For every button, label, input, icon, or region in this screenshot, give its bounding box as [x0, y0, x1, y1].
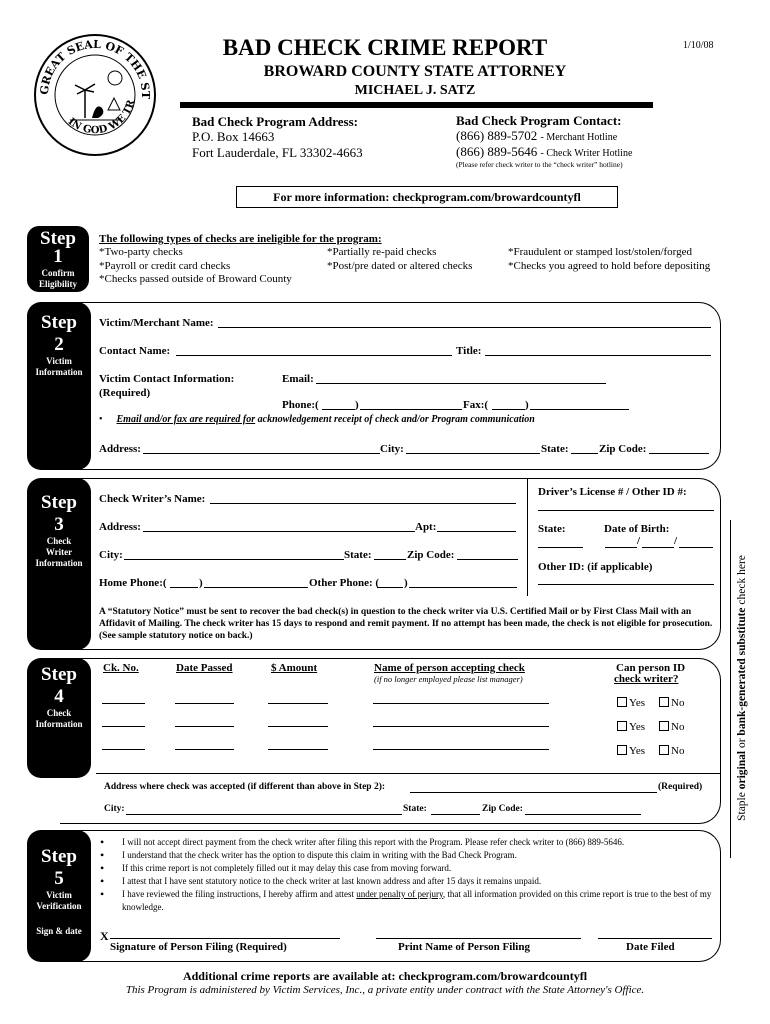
ineligible-item: *Payroll or credit card checks — [99, 259, 231, 272]
perjury-text: under penalty of perjury — [356, 889, 443, 899]
victim-city-input[interactable] — [406, 453, 540, 454]
attestation-text: , that all information provided on this crime report is true to the best of my knowledge. — [122, 889, 712, 912]
no-checkbox[interactable] — [659, 721, 669, 731]
dob-label: Date of Birth: — [604, 523, 670, 535]
staple-original: original — [736, 750, 748, 790]
writer-state-input[interactable] — [374, 559, 406, 560]
accepted-required: (Required) — [658, 782, 703, 792]
dob-month-input[interactable] — [605, 547, 637, 548]
step2-label2: Information — [35, 367, 83, 377]
writer-zip-label: Zip Code: — [407, 549, 455, 561]
accepting-name-input[interactable] — [373, 726, 549, 727]
ineligible-item: *Post/pre dated or altered checks — [327, 259, 473, 272]
email-note — [99, 414, 535, 425]
email-note-required: Email and/or fax are required for — [116, 414, 256, 425]
attestation-item: • If this crime report is not completely filled out it may delay this case from moving forward. — [100, 862, 718, 875]
step4-label1: Check — [46, 708, 72, 718]
writer-state-label: State: — [344, 549, 372, 561]
no-checkbox[interactable] — [659, 697, 669, 707]
merchant-input[interactable] — [218, 327, 711, 328]
ineligible-item: *Fraudulent or stamped lost/stolen/forged — [508, 246, 693, 258]
writer-hotline-number: (866) 889-5646 — [456, 144, 538, 159]
yes-checkbox[interactable] — [617, 721, 627, 731]
victim-contact-label: Victim Contact Information: — [99, 373, 235, 385]
check-number-input[interactable] — [102, 703, 145, 704]
other-phone-input[interactable] — [409, 587, 517, 588]
merchant-hotline-number: (866) 889-5702 — [456, 128, 538, 143]
id-options — [617, 745, 684, 757]
step1-heading: The following types of checks are ineligible for the program: — [99, 233, 382, 245]
step1-label2: Eligibility — [38, 279, 77, 289]
step4-label2: Information — [35, 719, 83, 729]
required-label: (Required) — [99, 387, 151, 399]
writer-address-label: Address: — [99, 521, 141, 533]
amount-input[interactable] — [268, 749, 328, 750]
step3-label1: Check — [46, 536, 72, 546]
hotline-note: (Please refer check writer to the “check writer” hotline) — [456, 160, 623, 169]
fax-area-input[interactable] — [492, 409, 525, 410]
col-accepting-note: (if no longer employed please list manager) — [374, 674, 523, 684]
accepted-zip-input[interactable] — [525, 814, 641, 815]
no-checkbox[interactable] — [659, 745, 669, 755]
date-passed-input[interactable] — [175, 703, 234, 704]
staple-border — [730, 520, 759, 858]
step1-word: Step — [40, 228, 76, 249]
staple-substitute: bank-generated substitute — [736, 607, 748, 736]
yes-checkbox[interactable] — [617, 745, 627, 755]
writer-address-input[interactable] — [143, 531, 415, 532]
info-box — [236, 186, 618, 208]
col-accepting-name: Name of person accepting check — [374, 662, 525, 674]
dob-slash: / — [637, 535, 641, 547]
no-label: No — [671, 697, 685, 709]
step1-number: 1 — [53, 246, 63, 267]
step4-word: Step — [41, 664, 77, 685]
attestation-item — [100, 888, 718, 914]
dl-input[interactable] — [538, 510, 714, 511]
dl-label: Driver’s License # / Other ID #: — [538, 486, 687, 498]
step5-label1: Victim — [46, 890, 72, 900]
svg-text:GREAT SEAL OF THE STATE OF FLO: GREAT SEAL OF THE ST — [37, 37, 153, 99]
fax-label: Fax:( — [463, 399, 489, 411]
step5-box — [27, 830, 91, 962]
step3-number: 3 — [54, 514, 64, 535]
fax-close: ) — [525, 399, 529, 411]
ineligible-item: *Checks passed outside of Broward County — [99, 273, 292, 285]
accepted-city-label: City: — [104, 804, 125, 814]
phone-input[interactable] — [360, 409, 462, 410]
merchant-label: Victim/Merchant Name: — [99, 317, 214, 329]
dob-day-input[interactable] — [642, 547, 674, 548]
other-phone-label: Other Phone: ( — [309, 577, 380, 589]
address-heading: Bad Check Program Address: — [192, 114, 358, 129]
victim-address-input[interactable] — [143, 453, 380, 454]
step4-box — [27, 658, 91, 778]
id-options — [617, 721, 684, 733]
step1-box — [27, 226, 89, 292]
step3-label3: Information — [35, 558, 83, 568]
step3-box — [27, 478, 91, 650]
col-check-number: Ck. No. — [103, 662, 139, 674]
signature-x: X — [100, 929, 109, 943]
yes-label: Yes — [629, 745, 646, 757]
contact-name-input[interactable] — [176, 355, 452, 356]
footer-line2: This Program is administered by Victim Services, Inc., a private entity under contract with the State Attorney's Office. — [125, 984, 645, 996]
report-title: BAD CHECK CRIME REPORT — [222, 35, 548, 60]
attestation-text: I have reviewed the filing instructions, I hereby affirm and attest — [122, 889, 357, 899]
date-passed-input[interactable] — [175, 726, 234, 727]
col-can-id-2: check writer? — [614, 673, 679, 685]
victim-address-label: Address: — [99, 443, 141, 455]
date-filed-input[interactable] — [598, 938, 712, 939]
print-name-input[interactable] — [376, 938, 581, 939]
phone-close: ) — [355, 399, 359, 411]
yes-label: Yes — [629, 697, 646, 709]
step2-box — [27, 302, 91, 470]
dl-state-input[interactable] — [538, 547, 583, 548]
victim-zip-label: Zip Code: — [599, 443, 647, 455]
phone-label: Phone:( — [282, 399, 319, 411]
other-area-input[interactable] — [377, 587, 403, 588]
phone-area-input[interactable] — [322, 409, 355, 410]
writer-hotline — [456, 144, 632, 160]
svg-text:IN GOD WE TRUST: IN GOD WE TR — [65, 98, 138, 137]
victim-state-input[interactable] — [571, 453, 598, 454]
other-id-input[interactable] — [538, 584, 714, 585]
accepted-state-label: State: — [403, 804, 427, 814]
no-label: No — [671, 721, 685, 733]
fax-input[interactable] — [530, 409, 629, 410]
other-phone-close: ) — [404, 577, 408, 589]
col-amount: $ Amount — [271, 662, 318, 674]
accepting-name-input[interactable] — [373, 703, 549, 704]
col-can-id-1: Can person ID — [616, 662, 686, 674]
accepting-name-input[interactable] — [373, 749, 549, 750]
bullet: • — [99, 414, 103, 425]
title-label: Title: — [456, 345, 482, 357]
address-line2: Fort Lauderdale, FL 33302-4663 — [192, 145, 363, 160]
attestation-item: • I attest that I have sent statutory notice to the check writer at last known address and after 15 days it remains unpaid. — [100, 875, 718, 888]
info-box-text: For more information: checkprogram.com/browardcountyfl — [273, 190, 581, 204]
amount-input[interactable] — [268, 726, 328, 727]
step4-number: 4 — [54, 686, 64, 707]
merchant-hotline — [456, 128, 617, 144]
header-rule — [180, 102, 653, 108]
dl-state-label: State: — [538, 523, 566, 535]
home-phone-close: ) — [199, 577, 203, 589]
col-date-passed: Date Passed — [176, 662, 233, 674]
writer-city-input[interactable] — [124, 559, 344, 560]
check-number-input[interactable] — [102, 749, 145, 750]
home-phone-label: Home Phone:( — [99, 577, 167, 589]
attestation-item: • I understand that the check writer has the option to dispute this claim in writing with the Bad Check Program. — [100, 849, 718, 862]
writer-name-input[interactable] — [210, 503, 516, 504]
date-filed-label: Date Filed — [626, 941, 675, 953]
step2-word: Step — [41, 312, 77, 333]
attestation-item: • I will not accept direct payment from the check writer after filing this report with the Program. Please refer check writer to (866) 889-5646. — [100, 836, 718, 849]
accepted-address-input[interactable] — [410, 792, 657, 793]
staple-end: check here — [736, 555, 748, 608]
form-date: 1/10/08 — [683, 40, 714, 51]
id-options — [617, 697, 684, 709]
writer-zip-input[interactable] — [457, 559, 518, 560]
amount-input[interactable] — [268, 703, 328, 704]
accepted-address-label: Address where check was accepted (if different than above in Step 2): — [104, 782, 386, 792]
victim-zip-input[interactable] — [649, 453, 709, 454]
dob-slash: / — [674, 535, 678, 547]
statutory-notice: A “Statutory Notice” must be sent to recover the bad check(s) in question to the check writer via U.S. Certified Mail or by First Class Mail with an Affidavit of Mailing. The check writer has 15 days to respond and remit payment. If no attempt has been made, the check is not eligible for prosecution. (See sample statutory notice on back.) — [99, 607, 713, 641]
step5-number: 5 — [54, 868, 64, 889]
staple-or: or — [736, 735, 748, 751]
other-id-label: Other ID: (if applicable) — [538, 561, 653, 573]
step2-label1: Victim — [46, 356, 72, 366]
id-divider — [527, 478, 528, 596]
ineligible-item: *Two-party checks — [99, 246, 183, 258]
step2-number: 2 — [54, 334, 64, 355]
merchant-hotline-label: - Merchant Hotline — [540, 132, 618, 143]
dob-year-input[interactable] — [679, 547, 713, 548]
attorney-name: MICHAEL J. SATZ — [354, 83, 476, 98]
accepted-zip-label: Zip Code: — [482, 804, 523, 814]
contact-heading: Bad Check Program Contact: — [456, 113, 622, 128]
step5-label3: Sign & date — [36, 926, 82, 936]
home-area-input[interactable] — [170, 587, 198, 588]
step4-divider — [96, 773, 720, 774]
step3-word: Step — [41, 492, 77, 513]
victim-city-label: City: — [380, 443, 404, 455]
email-input[interactable] — [316, 383, 606, 384]
yes-label: Yes — [629, 721, 646, 733]
accepted-city-input[interactable] — [126, 814, 402, 815]
writer-hotline-label: - Check Writer Hotline — [540, 148, 633, 159]
staple-text: Staple — [736, 789, 748, 821]
yes-checkbox[interactable] — [617, 697, 627, 707]
step3-label2: Writer — [45, 547, 73, 557]
victim-state-label: State: — [541, 443, 569, 455]
title-input[interactable] — [485, 355, 711, 356]
step1-label1: Confirm — [41, 268, 75, 278]
accepted-state-input[interactable] — [431, 814, 480, 815]
no-label: No — [671, 745, 685, 757]
office-name: BROWARD COUNTY STATE ATTORNEY — [263, 63, 567, 80]
email-label: Email: — [282, 373, 314, 385]
ineligible-item: *Partially re-paid checks — [327, 246, 437, 258]
print-name-label: Print Name of Person Filing — [398, 941, 530, 953]
email-note-rest: acknowledgement receipt of check and/or Program communication — [255, 414, 535, 425]
address-line1: P.O. Box 14663 — [192, 129, 275, 144]
date-passed-input[interactable] — [175, 749, 234, 750]
home-phone-input[interactable] — [204, 587, 308, 588]
signature-label: Signature of Person Filing (Required) — [110, 941, 287, 953]
attestation-list — [100, 836, 718, 914]
writer-apt-input[interactable] — [437, 531, 516, 532]
footer-line1: Additional crime reports are available at: checkprogram.com/browardcountyfl — [182, 969, 588, 983]
writer-city-label: City: — [99, 549, 123, 561]
contact-name-label: Contact Name: — [99, 345, 171, 357]
check-number-input[interactable] — [102, 726, 145, 727]
signature-input[interactable] — [110, 938, 340, 939]
writer-name-label: Check Writer’s Name: — [99, 493, 206, 505]
ineligible-item: *Checks you agreed to hold before depositing — [508, 259, 711, 272]
step5-word: Step — [41, 846, 77, 867]
step5-label2: Verification — [36, 901, 82, 911]
writer-apt-label: Apt: — [415, 521, 437, 533]
